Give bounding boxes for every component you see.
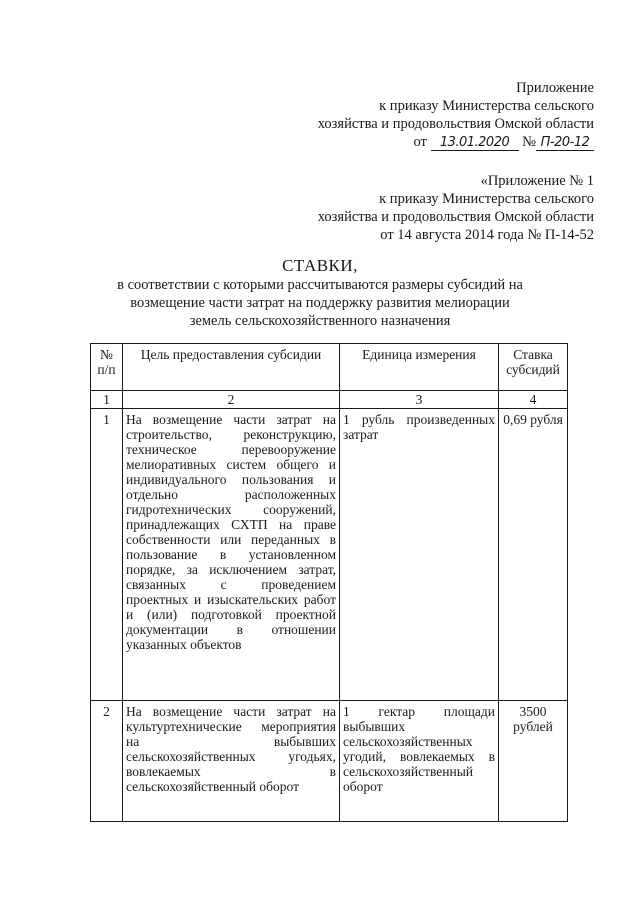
subtitle-line-1: в соответствии с которыми рассчитываются размеры субсидий на bbox=[117, 277, 523, 293]
handwritten-date: 13.01.2020 bbox=[431, 136, 519, 151]
row-number: 2 bbox=[91, 701, 123, 822]
column-number-row bbox=[91, 391, 568, 409]
row-purpose: На возмещение части затрат на строительство, реконструкцию, техническое перевооружение мелиоративных систем общего и индивидуального пользования и отдельно расположенных гидротехнических сооружений, принадлежащих СХТП на праве собственности или переданных в пользование в установленном порядке, за исключением затрат, связанных с проведением проектных и изыскательских работ и (или) подготовкой проектной документации в отношении указанных объектов bbox=[123, 409, 340, 701]
appendix-header bbox=[318, 79, 594, 151]
header-purpose: Цель предоставления субсидии bbox=[123, 344, 340, 391]
original-order-reference: к приказу Министерства сельского bbox=[379, 191, 594, 207]
appendix-label: Приложение bbox=[516, 80, 594, 96]
column-number-1: 1 bbox=[91, 391, 123, 409]
row-rate: 3500 рублей bbox=[499, 701, 568, 822]
column-number-3: 3 bbox=[340, 391, 499, 409]
header-rate: Ставка субсидий bbox=[499, 344, 568, 391]
order-date-number-line bbox=[318, 133, 594, 151]
row-number: 1 bbox=[91, 409, 123, 701]
ministry-line: хозяйства и продовольствия Омской области bbox=[317, 116, 594, 132]
number-label: № bbox=[522, 134, 536, 150]
header-unit: Единица измерения bbox=[340, 344, 499, 391]
column-number-2: 2 bbox=[123, 391, 340, 409]
table-row bbox=[91, 409, 568, 701]
row-purpose: На возмещение части затрат на культуртехнические мероприятия на выбывших сельскохозяйственных угодьях, вовлекаемых в сельскохозяйственный оборот bbox=[123, 701, 340, 822]
subtitle-line-3: земель сельскохозяйственного назначения bbox=[189, 313, 451, 329]
original-order-date: от 14 августа 2014 года № П-14-52 bbox=[380, 227, 594, 243]
order-reference-line: к приказу Министерства сельского bbox=[379, 98, 594, 114]
table-row bbox=[91, 701, 568, 822]
from-label: от bbox=[413, 134, 427, 150]
row-rate: 0,69 рубля bbox=[499, 409, 568, 701]
rates-table bbox=[90, 343, 568, 822]
header-number: № п/п bbox=[91, 344, 123, 391]
subtitle-line-2: возмещение части затрат на поддержку развития мелиорации bbox=[130, 295, 510, 311]
row-unit: 1 гектар площади выбывших сельскохозяйственных угодий, вовлекаемых в сельскохозяйственный оборот bbox=[340, 701, 499, 822]
row-unit: 1 рубль произведенных затрат bbox=[340, 409, 499, 701]
original-ministry-line: хозяйства и продовольствия Омской области bbox=[317, 209, 594, 225]
table-header-row bbox=[91, 344, 568, 391]
document-title: СТАВКИ, bbox=[282, 256, 358, 275]
column-number-4: 4 bbox=[499, 391, 568, 409]
original-appendix-label: «Приложение № 1 bbox=[480, 173, 594, 189]
original-appendix-header bbox=[318, 172, 594, 244]
document-title-block bbox=[0, 256, 640, 330]
handwritten-number: П-20-12 bbox=[536, 136, 594, 151]
